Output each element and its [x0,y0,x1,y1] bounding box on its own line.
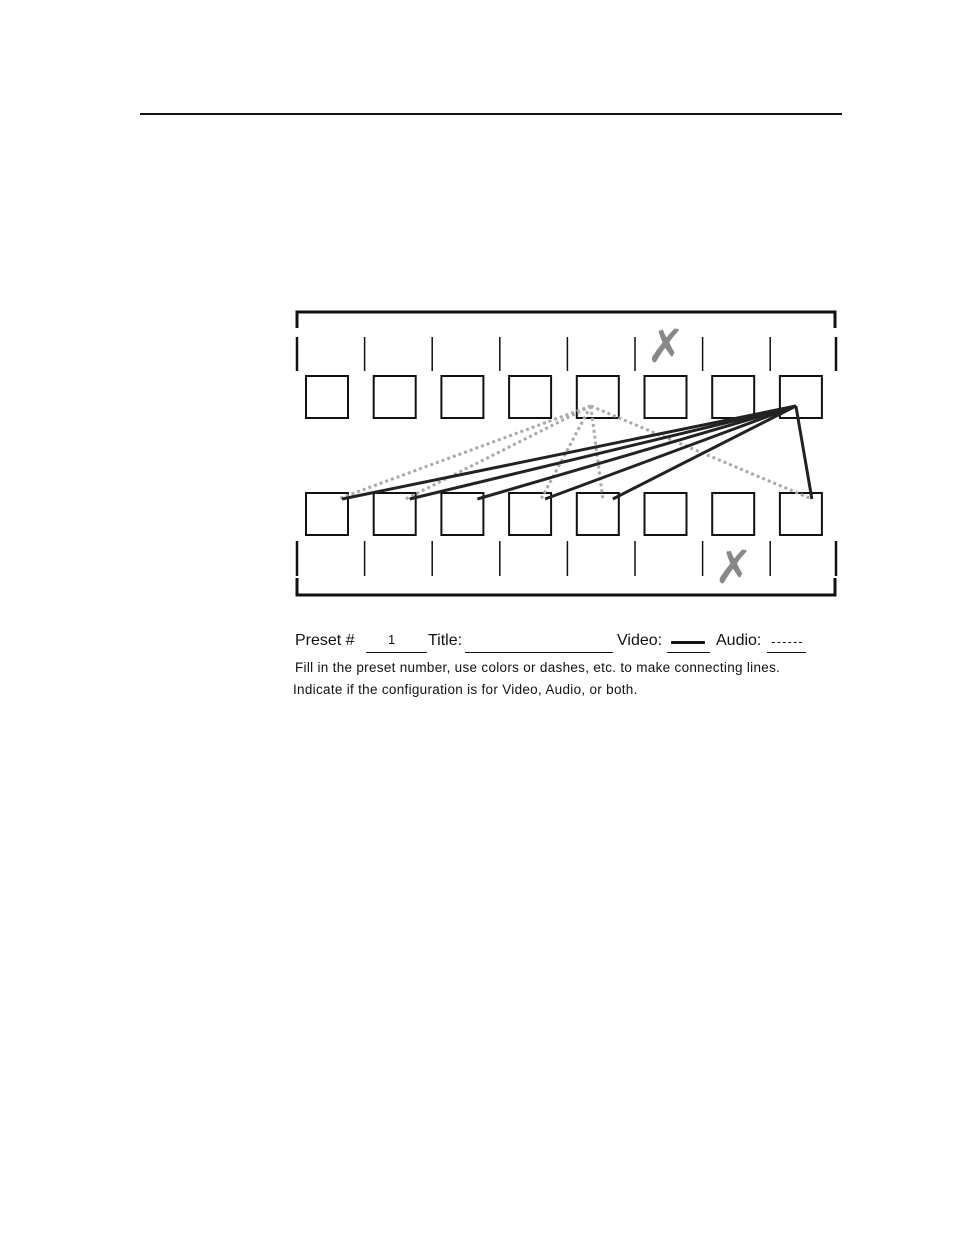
preset-label: Preset # [295,632,355,649]
title-field[interactable] [465,632,613,653]
video-style-field[interactable] [667,632,710,653]
video-tie-in8-out4 [545,406,796,499]
output-2-box [374,493,416,535]
output-mute-x-icon: ✗ [714,540,753,594]
preset-number-field[interactable] [366,632,427,653]
audio-label: Audio: [716,632,762,649]
output-6-box [645,493,687,535]
input-mute-x-icon: ✗ [646,319,686,373]
video-tie-in8-out3 [477,406,796,499]
input-5-box [577,376,619,418]
input-1-box [306,376,348,418]
input-7-box [712,376,754,418]
video-tie-in8-out2 [410,406,796,499]
output-7-box [712,493,754,535]
video-tie-in8-out8 [796,406,812,499]
instruction-line-2: Indicate if the configuration is for Video, Audio, or both. [293,682,638,697]
video-label: Video: [617,632,663,649]
instruction-line-1: Fill in the preset number, use colors or dashes, etc. to make connecting lines. [295,660,781,675]
video-tie-in8-out1 [342,406,796,499]
input-frame-top [297,312,835,328]
input-3-box [441,376,483,418]
output-1-box [306,493,348,535]
preset-number-value: 1 [388,632,396,647]
input-4-box [509,376,551,418]
output-8-box [780,493,822,535]
title-label: Title: [428,632,463,649]
audio-style-field[interactable] [767,632,806,653]
input-6-box [645,376,687,418]
video-line-sample [671,641,705,644]
output-5-box [577,493,619,535]
audio-line-sample [772,642,802,643]
input-2-box [374,376,416,418]
output-frame-bottom [297,578,835,595]
output-3-box [441,493,483,535]
output-4-box [509,493,551,535]
